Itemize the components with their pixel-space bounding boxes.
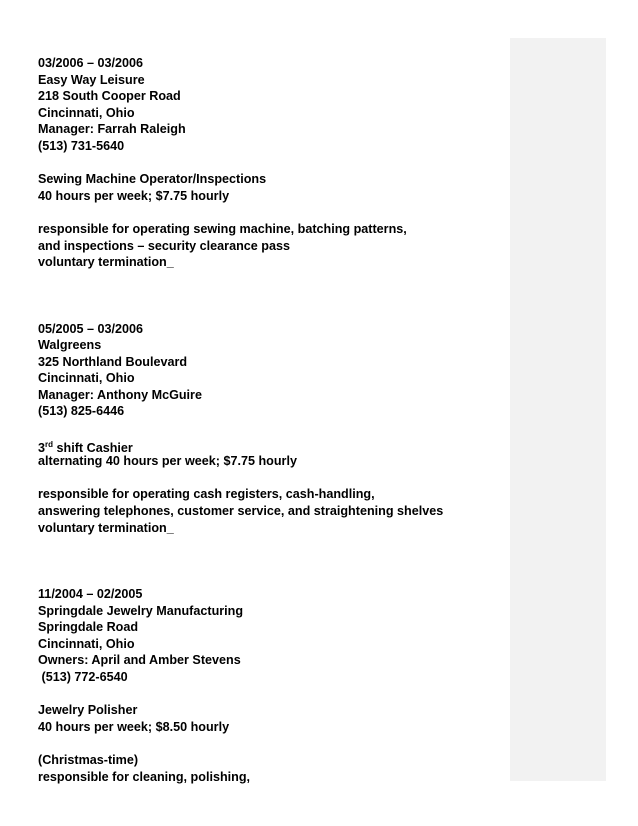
- job-title-ordinal: rd: [45, 439, 54, 449]
- job-city: Cincinnati, Ohio: [38, 371, 135, 386]
- job-dates: 03/2006 – 03/2006: [38, 56, 144, 70]
- job-address: 325 Northland Boulevard: [38, 354, 188, 369]
- job-phone: (513) 731-5640: [38, 138, 125, 153]
- job-hours: 40 hours per week; $7.75 hourly: [38, 188, 230, 203]
- job-duty-line: voluntary termination_: [38, 255, 174, 270]
- job-phone: (513) 825-6446: [38, 404, 125, 419]
- comment-margin-pane: [510, 38, 606, 781]
- job-address: Springdale Road: [38, 620, 139, 635]
- job-duty-line: responsible for cleaning, polishing,: [38, 769, 251, 784]
- job-employer: Easy Way Leisure: [38, 72, 145, 87]
- job-note: (Christmas-time): [38, 752, 139, 767]
- job-contact: Owners: April and Amber Stevens: [38, 653, 241, 668]
- job-contact: Manager: Farrah Raleigh: [38, 122, 186, 137]
- employment-history: [38, 55, 498, 785]
- job-city: Cincinnati, Ohio: [38, 105, 135, 120]
- job-duty-line: answering telephones, customer service, and straightening shelves: [38, 504, 444, 519]
- job-entry-walgreens: [38, 321, 498, 537]
- job-title-rest: shift Cashier: [53, 440, 133, 455]
- job-hours: 40 hours per week; $8.50 hourly: [38, 719, 230, 734]
- job-title: Jewelry Polisher: [38, 703, 138, 718]
- job-employer: Springdale Jewelry Manufacturing: [38, 603, 244, 618]
- job-employer: Walgreens: [38, 338, 102, 353]
- job-hours: alternating 40 hours per week; $7.75 hourly: [38, 454, 297, 469]
- job-title: Sewing Machine Operator/Inspections: [38, 172, 267, 187]
- job-contact: Manager: Anthony McGuire: [38, 387, 202, 402]
- job-duty-line: responsible for operating sewing machine, batching patterns,: [38, 221, 407, 236]
- job-city: Cincinnati, Ohio: [38, 636, 135, 651]
- job-title: [38, 437, 498, 454]
- job-dates: 05/2005 – 03/2006: [38, 321, 144, 336]
- job-duty-line: responsible for operating cash registers, cash-handling,: [38, 487, 375, 502]
- job-address: 218 South Cooper Road: [38, 89, 181, 104]
- job-entry-springdale-jewelry: [38, 586, 498, 785]
- job-duty-line: voluntary termination_: [38, 520, 174, 535]
- job-duty-line: and inspections – security clearance pass: [38, 238, 290, 253]
- job-phone: (513) 772-6540: [38, 670, 128, 684]
- job-dates: 11/2004 – 02/2005: [38, 587, 143, 602]
- job-title-number: 3: [38, 440, 46, 455]
- job-entry-easy-way-leisure: [38, 55, 498, 271]
